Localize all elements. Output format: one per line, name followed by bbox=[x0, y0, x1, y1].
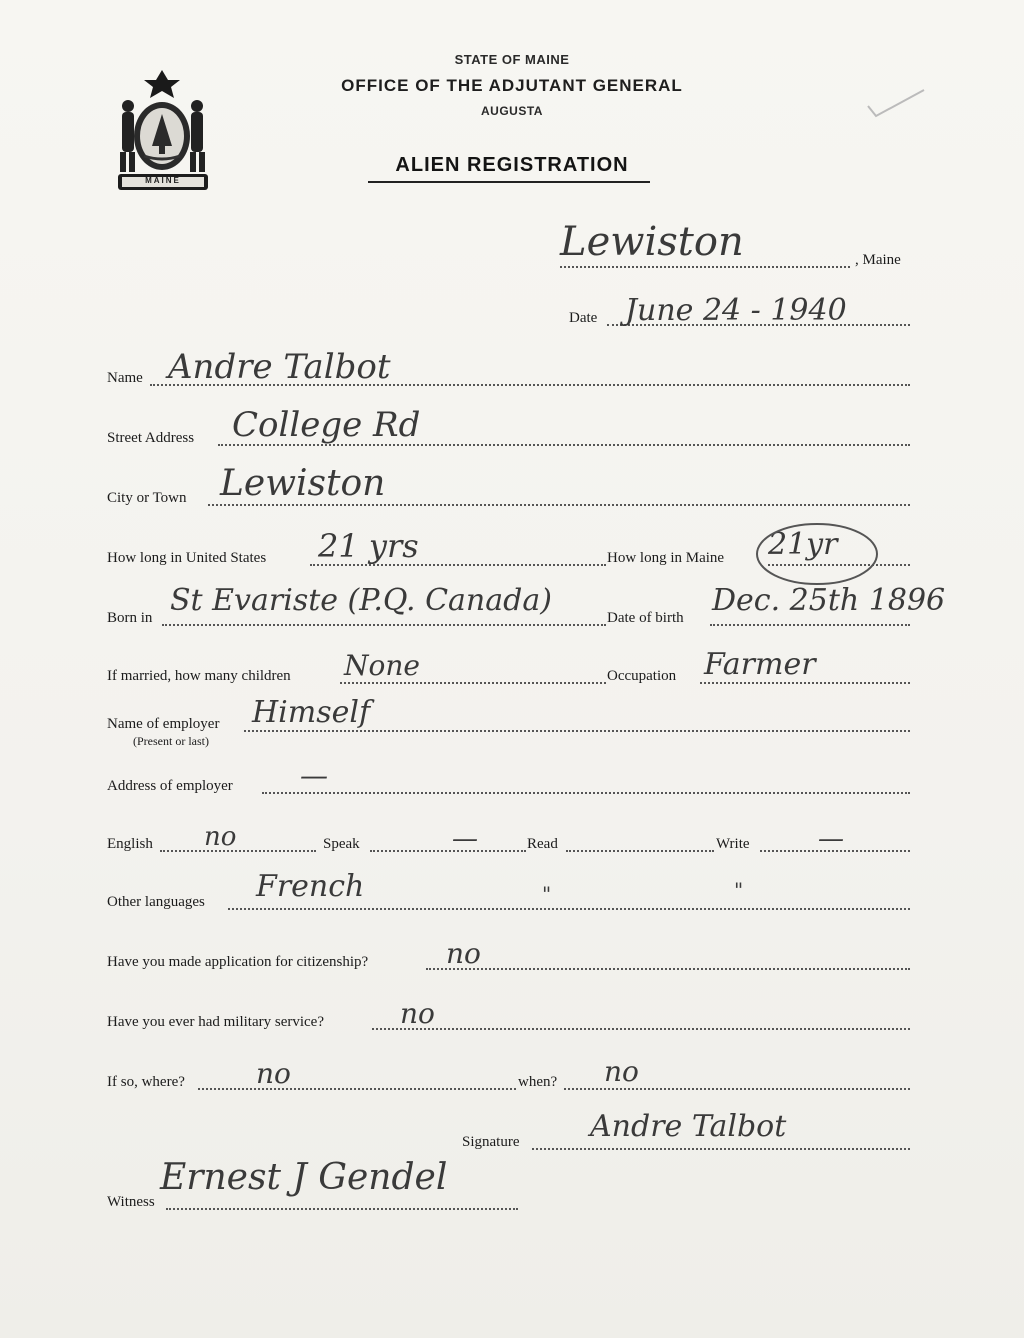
how-long-maine-label: How long in Maine bbox=[607, 550, 725, 566]
children-line bbox=[340, 682, 606, 684]
employer-note: (Present or last) bbox=[133, 734, 209, 748]
speak-line bbox=[370, 850, 526, 852]
speak-label: Speak bbox=[323, 836, 360, 852]
read-label: Read bbox=[527, 836, 558, 852]
how-long-us-label: How long in United States bbox=[107, 550, 267, 566]
military-value: no bbox=[400, 997, 435, 1030]
write-value: — bbox=[818, 824, 844, 854]
date-label: Date bbox=[569, 310, 598, 326]
other-languages-ditto-2: " bbox=[734, 878, 744, 902]
citizenship-value: no bbox=[446, 937, 481, 970]
military-label: Have you ever had military service? bbox=[107, 1014, 324, 1030]
when-value: no bbox=[604, 1055, 639, 1088]
signature-line bbox=[532, 1148, 910, 1150]
speak-value: — bbox=[452, 824, 478, 854]
employer-address-label: Address of employer bbox=[107, 778, 233, 794]
title-underline bbox=[368, 181, 650, 183]
read-line bbox=[566, 850, 714, 852]
when-line bbox=[564, 1088, 910, 1090]
circle-annotation-icon bbox=[752, 518, 882, 590]
date-value: June 24 - 1940 bbox=[625, 293, 847, 328]
born-in-line bbox=[162, 624, 606, 626]
city-line bbox=[208, 504, 910, 506]
citizenship-label: Have you made application for citizenship? bbox=[107, 954, 369, 970]
occupation-value: Farmer bbox=[704, 647, 816, 682]
military-line bbox=[372, 1028, 910, 1030]
born-in-label: Born in bbox=[107, 610, 153, 626]
header-state: STATE OF MAINE bbox=[454, 52, 570, 67]
other-languages-line bbox=[228, 908, 910, 910]
town-value: Lewiston bbox=[560, 219, 744, 265]
when-label: when? bbox=[518, 1074, 558, 1090]
employer-name-line bbox=[244, 730, 910, 732]
how-long-maine-value: 21yr bbox=[768, 527, 838, 562]
how-long-us-value: 21 yrs bbox=[318, 527, 419, 565]
employer-name-label: Name of employer bbox=[107, 716, 220, 732]
header-office: OFFICE OF THE ADJUTANT GENERAL bbox=[341, 76, 683, 95]
seal-banner-text: MAINE bbox=[145, 176, 181, 185]
name-value: Andre Talbot bbox=[168, 347, 391, 387]
form-title: ALIEN REGISTRATION bbox=[395, 154, 629, 176]
maine-label: , Maine bbox=[855, 252, 901, 268]
date-of-birth-line bbox=[710, 624, 910, 626]
other-languages-label: Other languages bbox=[107, 894, 205, 910]
city-value: Lewiston bbox=[220, 463, 386, 504]
date-of-birth-value: Dec. 25th 1896 bbox=[712, 583, 946, 618]
employer-address-value: — bbox=[300, 759, 328, 792]
city-label: City or Town bbox=[107, 490, 187, 506]
english-line bbox=[160, 850, 316, 852]
born-in-value: St Evariste (P.Q. Canada) bbox=[170, 583, 552, 618]
children-value: None bbox=[344, 649, 420, 682]
witness-label: Witness bbox=[107, 1194, 155, 1210]
name-label: Name bbox=[107, 370, 143, 386]
other-languages-value: French bbox=[256, 869, 365, 904]
write-label: Write bbox=[716, 836, 750, 852]
street-address-value: College Rd bbox=[232, 405, 421, 445]
occupation-line bbox=[700, 682, 910, 684]
date-of-birth-label: Date of birth bbox=[607, 610, 684, 626]
signature-value: Andre Talbot bbox=[590, 1109, 787, 1144]
english-label: English bbox=[107, 836, 153, 852]
signature-label: Signature bbox=[462, 1134, 520, 1150]
other-languages-ditto-1: " bbox=[542, 882, 552, 906]
street-address-label: Street Address bbox=[107, 430, 195, 446]
if-so-where-value: no bbox=[256, 1057, 291, 1090]
citizenship-line bbox=[426, 968, 910, 970]
witness-line bbox=[166, 1208, 518, 1210]
witness-value: Ernest J Gendel bbox=[160, 1157, 448, 1198]
header-city: AUGUSTA bbox=[481, 104, 543, 118]
if-so-where-line bbox=[198, 1088, 516, 1090]
employer-name-value: Himself bbox=[252, 695, 371, 730]
occupation-label: Occupation bbox=[607, 668, 677, 684]
employer-address-line bbox=[262, 792, 910, 794]
children-label: If married, how many children bbox=[107, 668, 291, 684]
town-line bbox=[560, 266, 850, 268]
english-value: no bbox=[204, 822, 237, 852]
check-mark-icon bbox=[862, 84, 932, 124]
if-so-where-label: If so, where? bbox=[107, 1074, 185, 1090]
